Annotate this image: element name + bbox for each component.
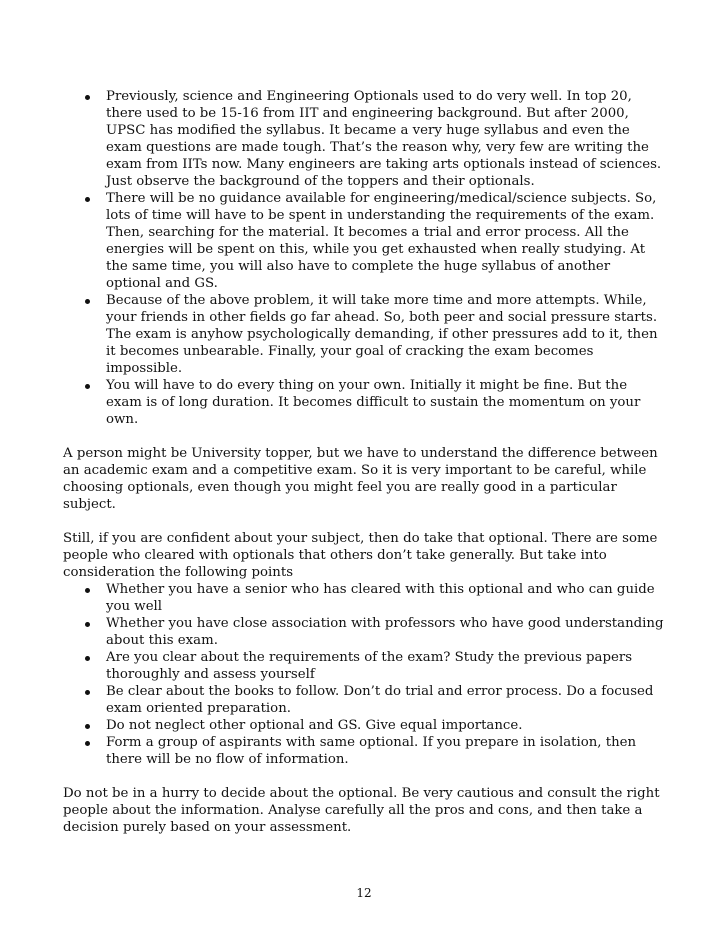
bullet-icon — [85, 588, 90, 593]
list-item: Whether you have a senior who has cleared with this optional and who can guide you well — [63, 581, 667, 615]
paragraph-confident: Still, if you are confident about your subject, then do take that optional. There are some people who cleared with optionals that others don’t take generally. But take into consideration the following points — [63, 531, 658, 580]
bullet-icon — [85, 741, 90, 746]
list-item: Are you clear about the requirements of the exam? Study the previous papers thoroughly and assess yourself — [63, 649, 667, 683]
list-item: Be clear about the books to follow. Don’t do trial and error process. Do a focused exam oriented preparation. — [63, 683, 667, 717]
consideration-points-list — [63, 581, 667, 768]
list-item: Whether you have close association with professors who have good understanding about this exam. — [63, 615, 667, 649]
page-content — [63, 88, 667, 853]
bullet-icon — [85, 197, 90, 202]
optional-drawbacks-list — [63, 88, 667, 428]
bullet-icon — [85, 95, 90, 100]
bullet-icon — [85, 384, 90, 389]
list-item: You will have to do every thing on your own. Initially it might be fine. But the exam is of long duration. It becomes difficult to sustain the momentum on your own. — [63, 377, 667, 428]
list-item: Because of the above problem, it will take more time and more attempts. While, your friends in other fields go far ahead. So, both peer and social pressure starts. The exam is anyhow psychologically demanding, if other pressures add to it, then it becomes unbearable. Finally, your goal of cracking the exam becomes impossible. — [63, 292, 667, 377]
bullet-icon — [85, 724, 90, 729]
paragraph-topper: A person might be University topper, but we have to understand the difference between an academic exam and a competitive exam. So it is very important to be careful, while choosing optionals, even though you might feel you are really good in a particular subject. — [63, 446, 658, 512]
bullet-icon — [85, 622, 90, 627]
list-item: Form a group of aspirants with same optional. If you prepare in isolation, then there will be no flow of information. — [63, 734, 667, 768]
paragraph-conclusion: Do not be in a hurry to decide about the optional. Be very cautious and consult the right people about the information. Analyse carefully all the pros and cons, and then take a decision purely based on your assessment. — [63, 786, 660, 835]
page-number: 12 — [356, 886, 372, 900]
bullet-icon — [85, 656, 90, 661]
bullet-icon — [85, 690, 90, 695]
list-item: Previously, science and Engineering Optionals used to do very well. In top 20, there used to be 15-16 from IIT and engineering background. But after 2000, UPSC has modified the syllabus. It became a very huge syllabus and even the exam questions are made tough. That’s the reason why, very few are writing the exam from IITs now. Many engineers are taking arts optionals instead of sciences. Just observe the background of the toppers and their optionals. — [63, 88, 667, 190]
bullet-icon — [85, 299, 90, 304]
list-item: Do not neglect other optional and GS. Give equal importance. — [63, 717, 667, 734]
list-item: There will be no guidance available for engineering/medical/science subjects. So, lots of time will have to be spent in understanding the requirements of the exam. Then, searching for the material. It becomes a trial and error process. All the energies will be spent on this, while you get exhausted when really studying. At the same time, you will also have to complete the huge syllabus of another optional and GS. — [63, 190, 667, 292]
